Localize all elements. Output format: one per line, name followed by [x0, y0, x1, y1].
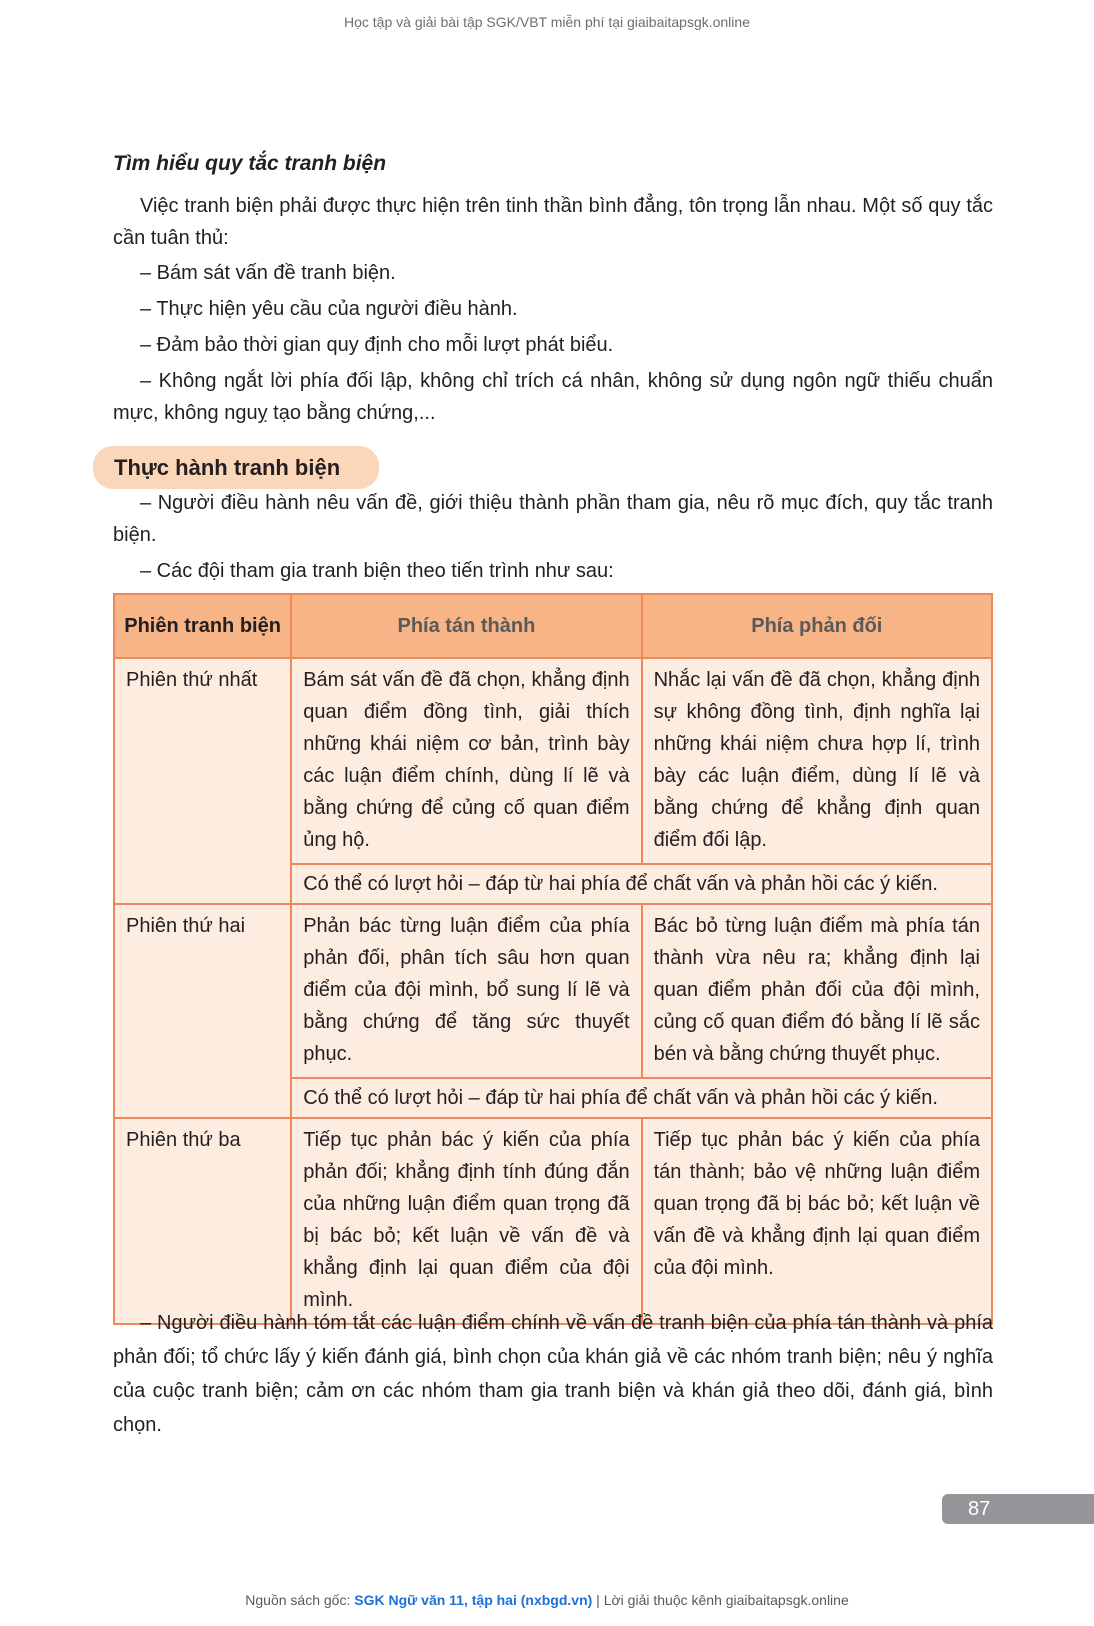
debate-process-table	[113, 593, 993, 1325]
table-row	[114, 1118, 992, 1324]
rule-item: – Không ngắt lời phía đối lập, không chỉ trích cá nhân, không sử dụng ngôn ngữ thiếu chuẩn mực, không nguỵ tạo bằng chứng,...	[113, 370, 993, 424]
section-title: Tìm hiểu quy tắc tranh biện	[113, 152, 387, 175]
footer-suffix: Lời giải thuộc kênh giaibaitapsgk.online	[603, 1592, 849, 1608]
con-cell: Tiếp tục phản bác ý kiến của phía tán thành; bảo vệ những luận điểm quan trọng đã bị bác bỏ; kết luận về vấn đề và khẳng định lại quan điểm của đội mình.	[642, 1118, 992, 1324]
pro-cell: Phản bác từng luận điểm của phía phản đối, phân tích sâu hơn quan điểm của đội mình, bổ sung lí lẽ và bằng chứng để tăng sức thuyết phục.	[291, 904, 641, 1078]
rule-item: – Thực hiện yêu cầu của người điều hành.	[140, 298, 518, 320]
practice-line: – Người điều hành nêu vấn đề, giới thiệu thành phần tham gia, nêu rõ mục đích, quy tắc tranh biện.	[113, 492, 993, 546]
con-cell: Bác bỏ từng luận điểm mà phía tán thành vừa nêu ra; khẳng định lại quan điểm phản đối của đội mình, củng cố quan điểm đó bằng lí lẽ sắc bén và bằng chứng thuyết phục.	[642, 904, 992, 1078]
qa-cell: Có thể có lượt hỏi – đáp từ hai phía để chất vấn và phản hồi các ý kiến.	[291, 1078, 992, 1118]
qa-cell: Có thể có lượt hỏi – đáp từ hai phía để chất vấn và phản hồi các ý kiến.	[291, 864, 992, 904]
footer-prefix: Nguồn sách gốc:	[245, 1592, 355, 1608]
closing-paragraph	[113, 1306, 993, 1442]
header-pro: Phía tán thành	[291, 594, 641, 658]
site-banner: Học tập và giải bài tập SGK/VBT miễn phí tại giaibaitapsgk.online	[344, 14, 750, 30]
table-row	[114, 658, 992, 864]
page-number: 87	[942, 1494, 1094, 1524]
header-con: Phía phản đối	[642, 594, 992, 658]
session-cell: Phiên thứ nhất	[114, 658, 291, 904]
section-intro	[113, 190, 993, 254]
practice-line: – Các đội tham gia tranh biện theo tiến trình như sau:	[140, 560, 614, 582]
rules-list	[113, 257, 993, 433]
footer-source-link[interactable]: SGK Ngữ văn 11, tập hai (nxbgd.vn)	[354, 1592, 593, 1608]
practice-instructions	[113, 487, 993, 591]
pro-cell: Tiếp tục phản bác ý kiến của phía phản đối; khẳng định tính đúng đắn của những luận điểm quan trọng đã bị bác bỏ; kết luận về vấn đề và khẳng định lại quan điểm của đội mình.	[291, 1118, 641, 1324]
footer-separator: |	[592, 1592, 604, 1608]
header-session: Phiên tranh biện	[114, 594, 291, 658]
intro-paragraph: Việc tranh biện phải được thực hiện trên tinh thần bình đẳng, tôn trọng lẫn nhau. Một số quy tắc cần tuân thủ:	[113, 195, 993, 249]
rule-item: – Bám sát vấn đề tranh biện.	[140, 262, 396, 284]
closing-text: – Người điều hành tóm tắt các luận điểm chính về vấn đề tranh biện của phía tán thành và phía phản đối; tổ chức lấy ý kiến đánh giá, bình chọn của khán giả về các nhóm tranh biện; nêu ý nghĩa của cuộc tranh biện; cảm ơn các nhóm tham gia tranh biện và khán giả theo dõi, đánh giá, bình chọn.	[113, 1312, 993, 1436]
table-header-row	[114, 594, 992, 658]
practice-heading: Thực hành tranh biện	[93, 446, 379, 489]
table-row	[114, 904, 992, 1078]
footer-source	[0, 1592, 1094, 1608]
rule-item: – Đảm bảo thời gian quy định cho mỗi lượt phát biểu.	[140, 334, 614, 356]
con-cell: Nhắc lại vấn đề đã chọn, khẳng định sự không đồng tình, định nghĩa lại những khái niệm chưa hợp lí, trình bày các luận điểm, dùng lí lẽ và bằng chứng để khẳng định quan điểm đối lập.	[642, 658, 992, 864]
pro-cell: Bám sát vấn đề đã chọn, khẳng định quan điểm đồng tình, giải thích những khái niệm cơ bản, trình bày các luận điểm chính, dùng lí lẽ và bằng chứng để củng cố quan điểm ủng hộ.	[291, 658, 641, 864]
session-cell: Phiên thứ ba	[114, 1118, 291, 1324]
session-cell: Phiên thứ hai	[114, 904, 291, 1118]
